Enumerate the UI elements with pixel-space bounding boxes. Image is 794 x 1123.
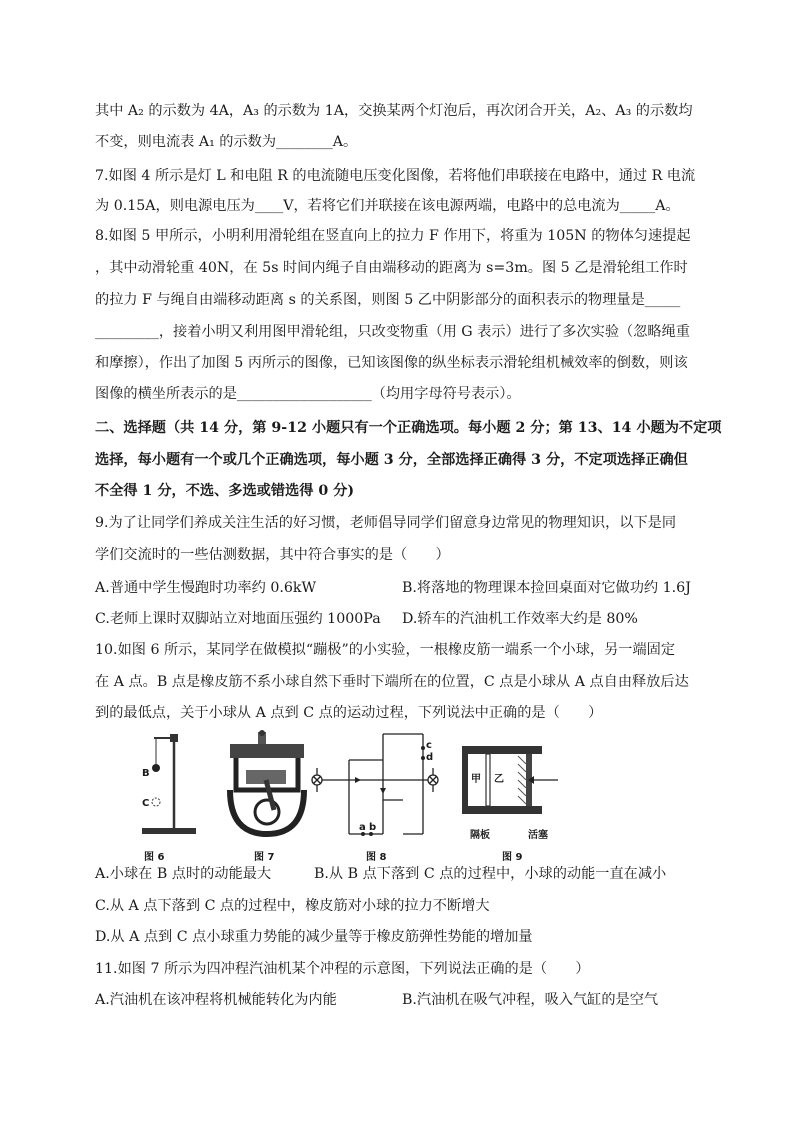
option-b: B.从 B 点下落到 C 点的过程中，小球的动能一直在减小 [314,866,667,882]
figure-6-diagram [140,730,200,840]
figure-8-label-c: c [426,740,432,751]
text-line: 8.如图 5 甲所示，小明利用滑轮组在竖直向上的拉力 F 作用下，将重为 105N 的物体匀速提起 [95,228,691,244]
figures-row [130,730,690,862]
figure-9-caption: 图 9 [502,852,523,863]
text-line: 的拉力 F 与绳自由端移动距离 s 的关系图，则图 5 乙中阴影部分的面积表示的物理量是_____ [95,292,681,308]
text-line: 其中 A₂ 的示数为 4A，A₃ 的示数为 1A，交换某两个灯泡后，再次闭合开关，A₂、A₃ 的示数均 [95,103,693,119]
option-b: B.汽油机在吸气冲程，吸入气缸的是空气 [402,992,659,1008]
option-a: A.小球在 B 点时的动能最大 [95,866,272,882]
question-stem: 学们交流时的一些估测数据，其中符合事实的是（ ） [95,547,450,563]
text-line: _________，接着小明又利用图甲滑轮组，只改变物重（用 G 表示）进行了多次实验（忽略绳重 [95,324,690,340]
figure-6-caption: 图 6 [144,852,165,863]
question-stem: 在 A 点。B 点是橡皮筋不系小球自然下垂时下端所在的位置，C 点是小球从 A 点自由释放后达 [95,674,689,690]
option-b: B.将落地的物理课本捡回桌面对它做功约 1.6J [402,580,691,596]
question-stem: 10.如图 6 所示，某同学在做模拟“蹦极”的小实验，一根橡皮筋一端系一个小球，另一端固定 [95,642,676,658]
figure-7-caption: 图 7 [254,852,275,863]
section-heading: 不全得 1 分，不选、多选或错选得 0 分) [95,483,355,499]
figure-8-label-b: b [369,822,377,833]
figure-9-label-geban: 隔板 [470,830,490,841]
text-line: ，其中动滑轮重 40N，在 5s 时间内绳子自由端移动的距离为 s=3m。图 5 乙是滑轮组工作时 [95,260,688,276]
figure-8-label-d: d [426,752,434,763]
figure-7-diagram [222,730,312,840]
option-c: C.从 A 点下落到 C 点的过程中，橡皮筋对小球的拉力不断增大 [95,898,490,914]
figure-9-label-jia: 甲 [471,774,481,785]
text-line: 为 0.15A，则电源电压为____V，若将它们并联接在该电源两端，电路中的总电流为_____A。 [95,198,680,214]
section-heading: 选择，每小题有一个或几个正确选项，每小题 3 分，全部选择正确得 3 分，不定项选择正确但 [95,452,688,468]
text-line: 不变，则电流表 A₁ 的示数为________A。 [95,134,358,150]
figure-6-label-c: C [142,798,150,809]
option-d: D.轿车的汽油机工作效率大约是 80% [402,611,638,627]
text-line: 图像的横坐所表示的是___________________（均用字母符号表示）。 [95,386,521,402]
text-line: 7.如图 4 所示是灯 L 和电阻 R 的电流随电压变化图像，若将他们串联接在电路中，通过 R 电流 [95,168,696,184]
option-a: A.汽油机在该冲程将机械能转化为内能 [95,992,337,1008]
figure-8-label-a: a [359,822,366,833]
section-heading: 二、选择题（共 14 分，第 9-12 小题只有一个正确选项。每小题 2 分；第 13、14 小题为不定项 [95,420,722,436]
text-line: 和摩擦），作出了加图 5 丙所示的图像，已知该图像的纵坐标表示滑轮组机械效率的倒数，则该 [95,355,688,371]
figure-6-label-b: B [142,768,150,779]
figure-8-caption: 图 8 [366,852,387,863]
question-stem: 9.为了让同学们养成关注生活的好习惯，老师倡导同学们留意身边常见的物理知识，以下是同 [95,515,677,531]
question-stem: 11.如图 7 所示为四冲程汽油机某个冲程的示意图，下列说法正确的是（ ） [95,961,590,977]
figure-9-label-huosai: 活塞 [528,830,548,841]
option-c: C.老师上课时双脚站立对地面压强约 1000Pa [95,611,381,627]
figure-9-label-yi: 乙 [494,774,504,785]
question-stem: 到的最低点，关于小球从 A 点到 C 点的运动过程，下列说法中正确的是（ ） [95,705,603,721]
option-a: A.普通中学生慢跑时功率约 0.6kW [95,580,317,596]
option-d: D.从 A 点到 C 点小球重力势能的减少量等于橡皮筋弹性势能的增加量 [95,929,533,945]
